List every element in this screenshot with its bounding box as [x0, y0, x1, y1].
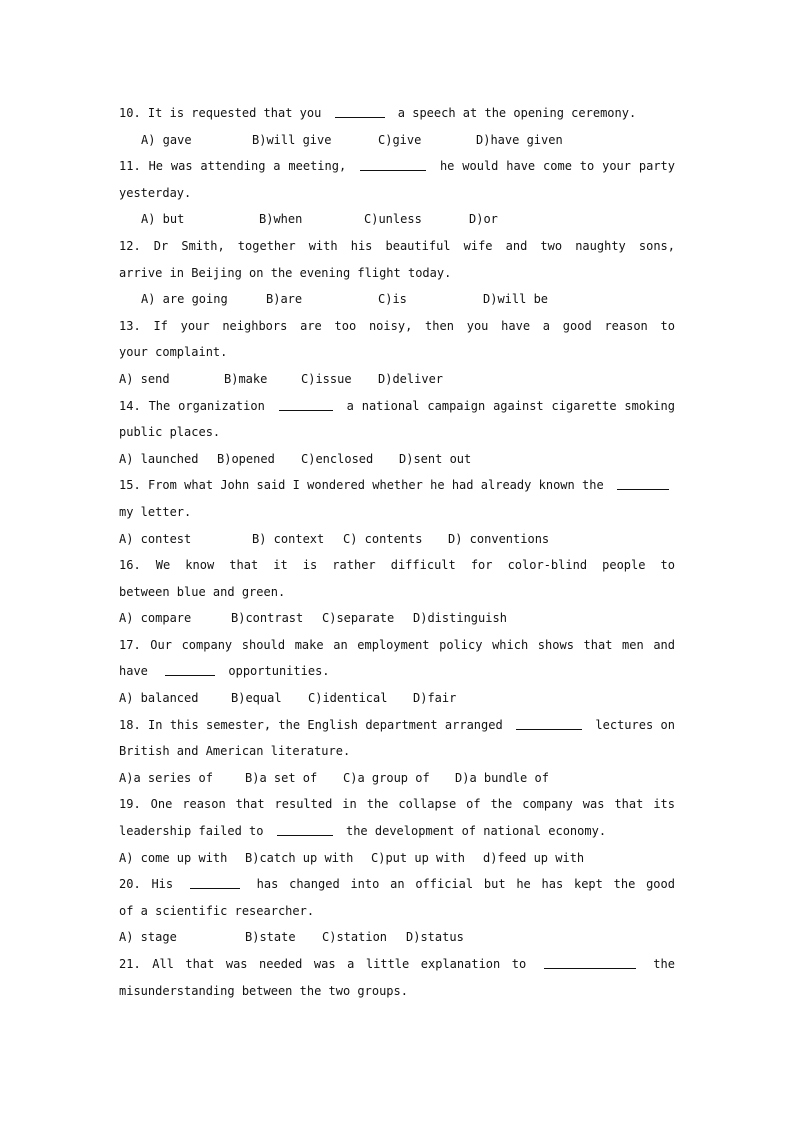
option-c[interactable]: C)issue: [301, 371, 352, 386]
option-a[interactable]: A) launched: [119, 451, 199, 466]
option-c[interactable]: C)a group of: [343, 770, 430, 785]
option-a[interactable]: A) gave: [141, 132, 192, 147]
answer-blank[interactable]: [617, 475, 669, 490]
option-d[interactable]: D)a bundle of: [455, 770, 549, 785]
question-14-stem: 14. The organization a national campaign against cigarette smoking: [119, 393, 675, 420]
question-11-stem: 11. He was attending a meeting, he would have come to your party: [119, 153, 675, 180]
option-b[interactable]: B)state: [245, 930, 296, 945]
answer-blank[interactable]: [516, 715, 582, 730]
question-11-options: [119, 206, 675, 233]
option-b[interactable]: B)make: [224, 371, 268, 386]
question-11-stem-cont: yesterday.: [119, 185, 192, 200]
answer-blank[interactable]: [360, 156, 426, 171]
question-18-options: [119, 765, 675, 792]
option-a[interactable]: A) are going: [141, 292, 228, 307]
question-13-stem-cont: your complaint.: [119, 345, 228, 360]
question-17-options: [119, 685, 675, 712]
option-c[interactable]: C)separate: [322, 611, 395, 626]
question-18-stem: 18. In this semester, the English department arranged lectures on: [119, 712, 675, 739]
question-10-options: [119, 127, 675, 154]
option-a[interactable]: A) stage: [119, 930, 177, 945]
question-12-stem: 12. Dr Smith, together with his beautiful wife and two naughty sons,: [119, 233, 675, 260]
question-18-stem-cont: British and American literature.: [119, 744, 351, 759]
option-c[interactable]: C)is: [378, 292, 407, 307]
option-b[interactable]: B)a set of: [245, 770, 318, 785]
question-16-stem-cont: between blue and green.: [119, 584, 286, 599]
question-13-stem: 13. If your neighbors are too noisy, then you have a good reason to: [119, 318, 675, 333]
option-d[interactable]: D)or: [469, 212, 498, 227]
option-b[interactable]: B)catch up with: [245, 850, 354, 865]
question-19-stem-cont: leadership failed to the development of national economy.: [119, 818, 675, 845]
answer-blank[interactable]: [544, 954, 636, 969]
answer-blank[interactable]: [190, 874, 240, 889]
question-12-stem-cont: arrive in Beijing on the evening flight today.: [119, 265, 452, 280]
question-16-stem: 16. We know that it is rather difficult for color-blind people to: [119, 558, 675, 573]
question-13-options: [119, 366, 675, 393]
option-c[interactable]: C) contents: [343, 531, 423, 546]
option-d[interactable]: D)distinguish: [413, 611, 507, 626]
option-b[interactable]: B)equal: [231, 691, 282, 706]
option-d[interactable]: D)deliver: [378, 371, 444, 386]
question-15-options: [119, 526, 675, 553]
option-a[interactable]: A) come up with: [119, 850, 228, 865]
option-c[interactable]: C)enclosed: [301, 451, 374, 466]
option-b[interactable]: B) context: [252, 531, 325, 546]
question-20-stem: 20. His has changed into an official but he has kept the good: [119, 871, 675, 898]
option-d[interactable]: D)status: [406, 930, 464, 945]
option-a[interactable]: A) but: [141, 212, 185, 227]
option-d[interactable]: D) conventions: [448, 531, 550, 546]
question-21-stem-cont: misunderstanding between the two groups.: [119, 983, 408, 998]
option-a[interactable]: A) contest: [119, 531, 192, 546]
answer-blank[interactable]: [165, 661, 215, 676]
option-c[interactable]: C)identical: [308, 691, 388, 706]
question-14-options: [119, 446, 675, 473]
option-a[interactable]: A)a series of: [119, 770, 213, 785]
option-c[interactable]: C)give: [378, 132, 422, 147]
answer-blank[interactable]: [279, 396, 333, 411]
question-20-options: [119, 924, 675, 951]
question-15-stem: 15. From what John said I wondered whether he had already known the: [119, 472, 675, 499]
option-a[interactable]: A) balanced: [119, 691, 199, 706]
question-21-stem: 21. All that was needed was a little explanation to the: [119, 951, 675, 978]
option-d[interactable]: D)have given: [476, 132, 563, 147]
option-d[interactable]: d)feed up with: [483, 850, 585, 865]
answer-blank[interactable]: [277, 821, 333, 836]
question-14-stem-cont: public places.: [119, 425, 221, 440]
question-15-stem-cont: my letter.: [119, 504, 192, 519]
question-10-stem: 10. It is requested that you a speech at the opening ceremony.: [119, 100, 675, 127]
question-19-options: [119, 845, 675, 872]
option-b[interactable]: B)are: [266, 292, 303, 307]
option-c[interactable]: C)station: [322, 930, 388, 945]
option-d[interactable]: D)sent out: [399, 451, 472, 466]
question-12-options: [119, 286, 675, 313]
option-d[interactable]: D)will be: [483, 292, 549, 307]
question-17-stem: 17. Our company should make an employment policy which shows that men and: [119, 637, 675, 652]
option-c[interactable]: C)put up with: [371, 850, 465, 865]
option-b[interactable]: B)when: [259, 212, 303, 227]
question-list: [119, 100, 675, 1004]
option-b[interactable]: B)will give: [252, 132, 332, 147]
option-d[interactable]: D)fair: [413, 691, 457, 706]
question-20-stem-cont: of a scientific researcher.: [119, 903, 315, 918]
answer-blank[interactable]: [335, 103, 385, 118]
option-b[interactable]: B)contrast: [231, 611, 304, 626]
question-16-options: [119, 605, 675, 632]
question-19-stem: 19. One reason that resulted in the collapse of the company was that its: [119, 797, 675, 812]
option-c[interactable]: C)unless: [364, 212, 422, 227]
option-a[interactable]: A) send: [119, 371, 170, 386]
option-a[interactable]: A) compare: [119, 611, 192, 626]
option-b[interactable]: B)opened: [217, 451, 275, 466]
question-17-stem-cont: have opportunities.: [119, 658, 675, 685]
